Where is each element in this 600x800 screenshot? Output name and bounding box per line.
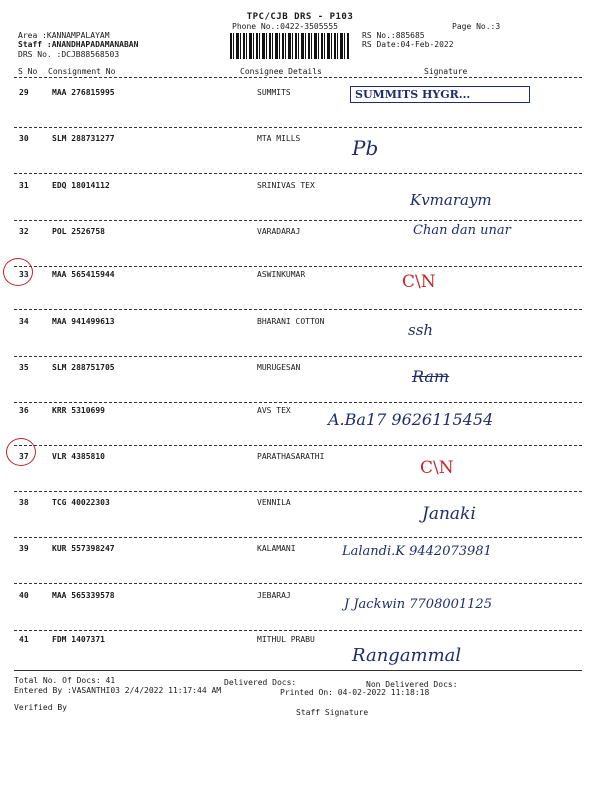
signature: Pb bbox=[352, 136, 379, 160]
signature: Janaki bbox=[422, 504, 476, 524]
area-label: Area :KANNAMPALAYAM bbox=[18, 31, 110, 40]
table-row bbox=[0, 309, 600, 359]
signature: Rangammal bbox=[352, 645, 462, 666]
row-sno: 39 bbox=[19, 544, 29, 553]
staff-label: Staff :ANANDHAPADAMANABAN bbox=[18, 40, 139, 49]
verified-by: Verified By bbox=[14, 703, 67, 712]
row-sno: 40 bbox=[19, 591, 29, 600]
row-consignment: SLM 288751705 bbox=[52, 363, 115, 372]
row-consignee: SRINIVAS TEX bbox=[257, 181, 315, 190]
row-consignment: MAA 565415944 bbox=[52, 270, 115, 279]
printed-on: Printed On: 04-02-2022 11:18:18 bbox=[280, 688, 430, 697]
row-consignment: KRR 5310699 bbox=[52, 406, 105, 415]
row-consignment: MAA 276815995 bbox=[52, 88, 115, 97]
row-sno: 33 bbox=[19, 270, 29, 279]
row-consignee: PARATHASARATHI bbox=[257, 452, 325, 461]
table-row bbox=[0, 126, 600, 176]
signature: Kvmaraym bbox=[410, 191, 492, 209]
row-consignment: MAA 941499613 bbox=[52, 317, 115, 326]
table-row bbox=[0, 536, 600, 586]
signature: A.Ba17 9626115454 bbox=[328, 410, 494, 429]
row-sno: 32 bbox=[19, 227, 29, 236]
row-consignee: BHARANI COTTON bbox=[257, 317, 325, 326]
row-consignment: SLM 288731277 bbox=[52, 134, 115, 143]
row-consignee: SUMMITS bbox=[257, 88, 291, 97]
signature: Ram bbox=[412, 367, 450, 386]
row-consignment: FDM 1407371 bbox=[52, 635, 105, 644]
row-consignee: ASWINKUMAR bbox=[257, 270, 306, 279]
table-row bbox=[0, 80, 600, 130]
signature: C\N bbox=[402, 272, 436, 292]
delivered-docs: Delivered Docs: bbox=[224, 678, 297, 687]
staff-signature-label: Staff Signature bbox=[296, 708, 369, 717]
row-sno: 34 bbox=[19, 317, 29, 326]
table-row bbox=[0, 583, 600, 633]
column-header-consignee: Consignee Details bbox=[240, 67, 322, 76]
table-row bbox=[0, 173, 600, 223]
row-consignment: POL 2526758 bbox=[52, 227, 105, 236]
footer-divider bbox=[14, 670, 582, 671]
non-delivered-docs: Non Delivered Docs: bbox=[366, 680, 458, 689]
row-consignee: MTA MILLS bbox=[257, 134, 301, 143]
row-consignment: MAA 565339578 bbox=[52, 591, 115, 600]
column-header-consignment: Consignment No bbox=[48, 67, 116, 76]
phone-number: Phone No.:0422-3505555 bbox=[232, 22, 338, 31]
row-consignment: EDQ 18014112 bbox=[52, 181, 110, 190]
rs-number: RS No.:885685 bbox=[362, 31, 425, 40]
row-consignee: VARADARAJ bbox=[257, 227, 301, 236]
row-consignee: JEBARAJ bbox=[257, 591, 291, 600]
signature: Chan dan unar bbox=[413, 223, 511, 238]
table-row bbox=[0, 627, 600, 667]
barcode bbox=[230, 33, 350, 59]
row-consignee: KALAMANI bbox=[257, 544, 296, 553]
row-sno: 29 bbox=[19, 88, 29, 97]
signature: Lalandi.K 9442073981 bbox=[342, 544, 492, 559]
row-consignee: MURUGESAN bbox=[257, 363, 301, 372]
total-docs: Total No. Of Docs: 41 bbox=[14, 676, 116, 685]
row-sno: 41 bbox=[19, 635, 29, 644]
document-title: TPC/CJB DRS - P103 bbox=[246, 12, 354, 22]
row-consignment: KUR 557398247 bbox=[52, 544, 115, 553]
rs-date: RS Date:04-Feb-2022 bbox=[362, 40, 454, 49]
row-sno: 38 bbox=[19, 498, 29, 507]
row-consignment: TCG 40022303 bbox=[52, 498, 110, 507]
signature: ssh bbox=[408, 321, 434, 339]
page-number: Page No.:3 bbox=[452, 22, 501, 31]
signature-stamp: SUMMITS HYGR... bbox=[350, 86, 530, 103]
drs-number: DRS No. :DCJB88568503 bbox=[18, 50, 120, 59]
row-sno: 37 bbox=[19, 452, 29, 461]
row-sno: 31 bbox=[19, 181, 29, 190]
column-header-sno: S No bbox=[18, 67, 38, 76]
row-consignee: VENNILA bbox=[257, 498, 291, 507]
column-header-signature: Signature bbox=[424, 67, 468, 76]
header-divider bbox=[14, 77, 582, 78]
table-row bbox=[0, 444, 600, 494]
signature: J Jackwin 7708001125 bbox=[344, 597, 492, 612]
row-sno: 36 bbox=[19, 406, 29, 415]
row-consignee: MITHUL PRABU bbox=[257, 635, 315, 644]
table-row bbox=[0, 398, 600, 448]
entered-by: Entered By :VASANTHI03 2/4/2022 11:17:44 AM bbox=[14, 686, 222, 695]
row-consignee: AVS TEX bbox=[257, 406, 291, 415]
signature: C\N bbox=[420, 458, 454, 478]
row-sno: 30 bbox=[19, 134, 29, 143]
row-consignment: VLR 4385810 bbox=[52, 452, 105, 461]
table-row bbox=[0, 262, 600, 312]
row-sno: 35 bbox=[19, 363, 29, 372]
table-row bbox=[0, 490, 600, 540]
